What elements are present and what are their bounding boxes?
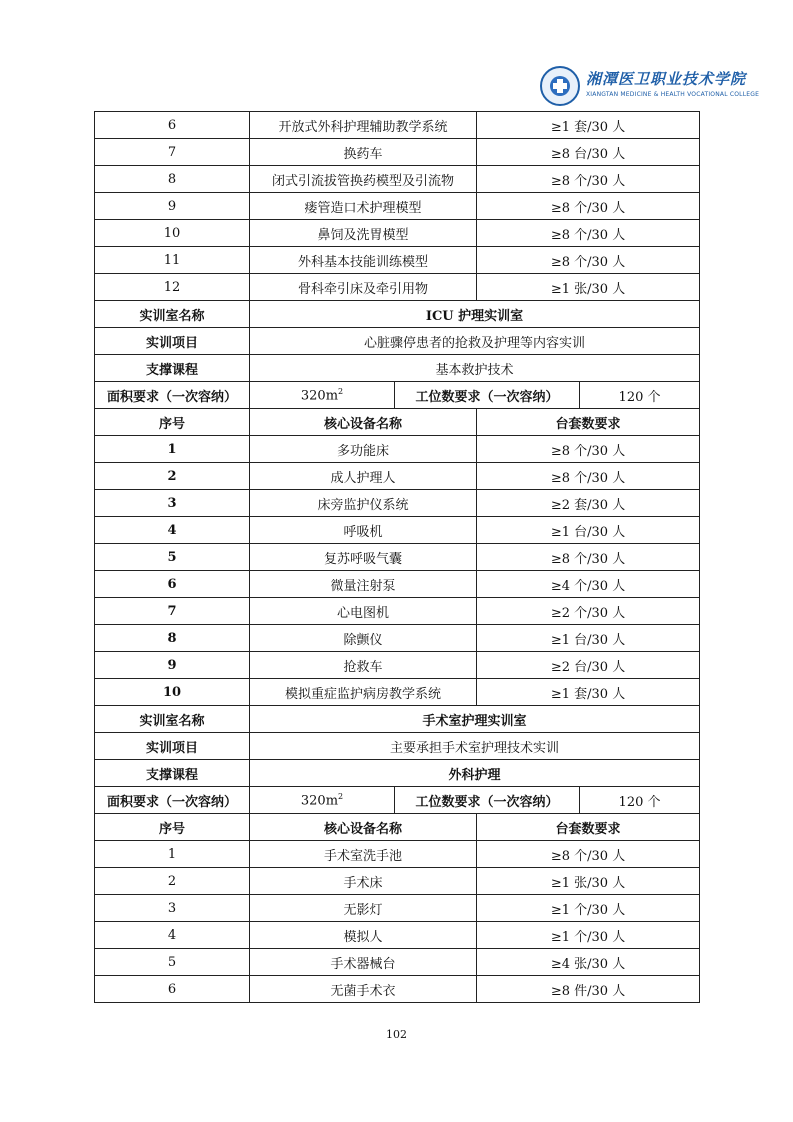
equipment-name: 手术床 [250,868,477,895]
quantity-requirement: ≥4 个/30 人 [477,571,700,598]
equipment-name: 心电图机 [250,598,477,625]
room-name-label: 实训室名称 [95,301,250,328]
equipment-name: 除颤仪 [250,625,477,652]
course-row [95,355,700,382]
quantity-requirement: ≥8 台/30 人 [477,139,700,166]
equipment-name: 骨科牵引床及牵引用物 [250,274,477,301]
item-number: 1 [95,841,250,868]
table-row [95,598,700,625]
quantity-requirement: ≥8 个/30 人 [477,463,700,490]
station-label: 工位数要求（一次容纳） [395,382,580,409]
equipment-name: 闭式引流拔管换药模型及引流物 [250,166,477,193]
table-row [95,463,700,490]
quantity-requirement: ≥8 个/30 人 [477,193,700,220]
item-number: 4 [95,517,250,544]
equipment-name: 无影灯 [250,895,477,922]
quantity-requirement: ≥8 个/30 人 [477,247,700,274]
quantity-requirement: ≥8 件/30 人 [477,976,700,1003]
table-row [95,652,700,679]
item-number: 8 [95,625,250,652]
item-number: 10 [95,220,250,247]
equipment-name: 手术室洗手池 [250,841,477,868]
equipment-name: 换药车 [250,139,477,166]
table-row [95,679,700,706]
project-value: 心脏骤停患者的抢救及护理等内容实训 [250,328,700,355]
equipment-name: 开放式外科护理辅助教学系统 [250,112,477,139]
item-number: 2 [95,868,250,895]
equipment-name: 床旁监护仪系统 [250,490,477,517]
item-number: 5 [95,544,250,571]
equipment-name: 模拟人 [250,922,477,949]
quantity-requirement: ≥8 个/30 人 [477,544,700,571]
item-number: 10 [95,679,250,706]
page-number: 102 [386,1028,407,1041]
table-row [95,841,700,868]
equipment-name: 无菌手术衣 [250,976,477,1003]
column-header-quantity: 台套数要求 [477,409,700,436]
project-value: 主要承担手术室护理技术实训 [250,733,700,760]
room-name-label: 实训室名称 [95,706,250,733]
item-number: 12 [95,274,250,301]
quantity-requirement: ≥4 张/30 人 [477,949,700,976]
equipment-name: 瘘管造口术护理模型 [250,193,477,220]
room-name-value: 手术室护理实训室 [250,706,700,733]
item-number: 4 [95,922,250,949]
table-row [95,490,700,517]
capacity-row [95,787,700,814]
item-number: 9 [95,652,250,679]
equipment-name: 微量注射泵 [250,571,477,598]
equipment-name: 模拟重症监护病房教学系统 [250,679,477,706]
table-row [95,436,700,463]
course-row [95,760,700,787]
item-number: 11 [95,247,250,274]
item-number: 6 [95,976,250,1003]
project-label: 实训项目 [95,733,250,760]
table-row [95,895,700,922]
table-row [95,571,700,598]
table-row [95,274,700,301]
item-number: 2 [95,463,250,490]
item-number: 8 [95,166,250,193]
table-row [95,922,700,949]
station-value: 120 个 [580,382,700,409]
quantity-requirement: ≥1 个/30 人 [477,922,700,949]
item-number: 1 [95,436,250,463]
quantity-requirement: ≥8 个/30 人 [477,166,700,193]
table-row [95,193,700,220]
equipment-name: 复苏呼吸气囊 [250,544,477,571]
column-header-equipment: 核心设备名称 [250,814,477,841]
table-row [95,625,700,652]
quantity-requirement: ≥2 台/30 人 [477,652,700,679]
project-row [95,733,700,760]
station-label: 工位数要求（一次容纳） [395,787,580,814]
equipment-name: 手术器械台 [250,949,477,976]
column-header-equipment: 核心设备名称 [250,409,477,436]
table-row [95,949,700,976]
quantity-requirement: ≥1 套/30 人 [477,679,700,706]
college-name: 湘潭医卫职业技术学院 [586,70,747,88]
equipment-name: 抢救车 [250,652,477,679]
column-header-row [95,814,700,841]
course-value: 基本救护技术 [250,355,700,382]
project-row [95,328,700,355]
area-label: 面积要求（一次容纳） [95,787,250,814]
college-logo [540,66,760,110]
table-row [95,220,700,247]
area-number: 320m [300,388,339,404]
equipment-name: 成人护理人 [250,463,477,490]
item-number: 3 [95,895,250,922]
equipment-name: 多功能床 [250,436,477,463]
table-row [95,517,700,544]
table-row [95,868,700,895]
column-header-row [95,409,700,436]
area-value [250,382,395,409]
item-number: 6 [95,571,250,598]
table-row [95,544,700,571]
table-row [95,166,700,193]
table-row [95,112,700,139]
course-label: 支撑课程 [95,760,250,787]
quantity-requirement: ≥8 个/30 人 [477,841,700,868]
equipment-table [94,111,700,1003]
item-number: 3 [95,490,250,517]
quantity-requirement: ≥2 套/30 人 [477,490,700,517]
area-value [250,787,395,814]
quantity-requirement: ≥8 个/30 人 [477,436,700,463]
room-name-value: ICU 护理实训室 [250,301,700,328]
station-value: 120 个 [580,787,700,814]
college-english-name: XIANGTAN MEDICINE & HEALTH VOCATIONAL COLLEGE [586,91,760,98]
item-number: 9 [95,193,250,220]
equipment-name: 鼻饲及洗胃模型 [250,220,477,247]
column-header-quantity: 台套数要求 [477,814,700,841]
quantity-requirement: ≥1 张/30 人 [477,274,700,301]
quantity-requirement: ≥1 台/30 人 [477,517,700,544]
room-name-row [95,301,700,328]
area-label: 面积要求（一次容纳） [95,382,250,409]
item-number: 7 [95,598,250,625]
equipment-name: 呼吸机 [250,517,477,544]
area-number: 320m [300,793,339,809]
table-row [95,976,700,1003]
table-row [95,247,700,274]
college-emblem-icon [540,66,580,106]
table-row [95,139,700,166]
equipment-name: 外科基本技能训练模型 [250,247,477,274]
item-number: 6 [95,112,250,139]
area-unit-exponent: 2 [338,386,344,396]
column-header-number: 序号 [95,814,250,841]
quantity-requirement: ≥2 个/30 人 [477,598,700,625]
capacity-row [95,382,700,409]
quantity-requirement: ≥8 个/30 人 [477,220,700,247]
quantity-requirement: ≥1 台/30 人 [477,625,700,652]
item-number: 7 [95,139,250,166]
quantity-requirement: ≥1 张/30 人 [477,868,700,895]
area-unit-exponent: 2 [338,791,344,801]
column-header-number: 序号 [95,409,250,436]
quantity-requirement: ≥1 个/30 人 [477,895,700,922]
item-number: 5 [95,949,250,976]
course-label: 支撑课程 [95,355,250,382]
project-label: 实训项目 [95,328,250,355]
course-value: 外科护理 [250,760,700,787]
quantity-requirement: ≥1 套/30 人 [477,112,700,139]
room-name-row [95,706,700,733]
